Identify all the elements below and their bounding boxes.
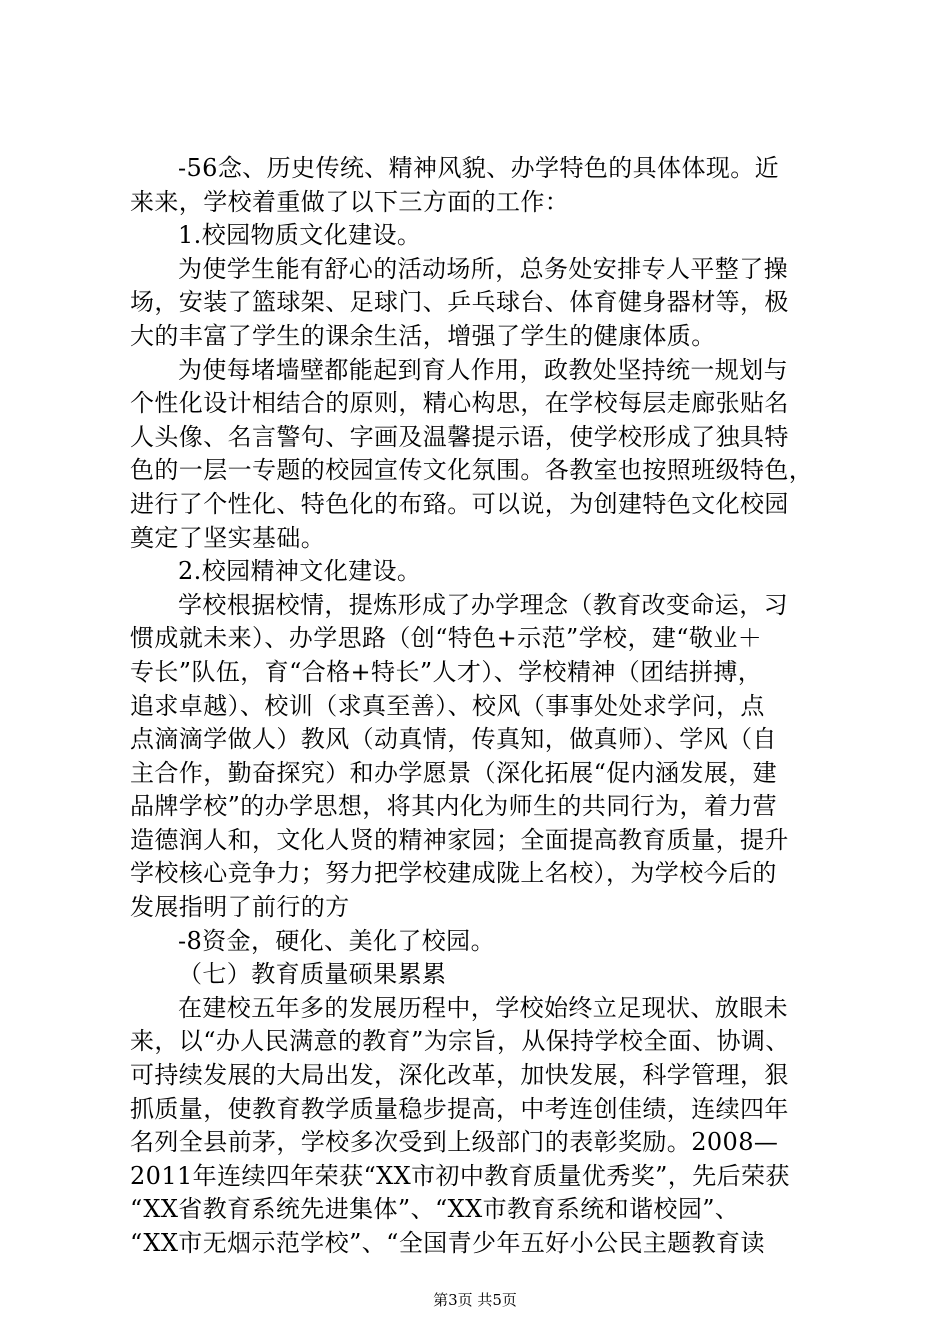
text-line: 人头像、名言警句、字画及温馨提示语，使学校形成了独具特 [130,422,789,451]
text-line: 2011年连续四年荣获“XX市初中教育质量优秀奖”，先后荣获 [130,1161,790,1190]
text-line: -56念、历史传统、精神风貌、办学特色的具体体现。近 [178,154,780,182]
text-line: 追求卓越）、校训（求真至善）、校风（事事处处求学问，点 [130,691,765,720]
text-line: 专长”队伍，育“合格+特长”人才）、学校精神（团结拼搏， [130,657,763,686]
text-line: 可持续发展的大局出发，深化改革，加快发展，科学管理，狠 [130,1061,789,1090]
text-line: 奠定了坚实基础。 [130,523,326,552]
text-line: 造德润人和，文化人贤的精神家园；全面提高教育质量，提升 [130,825,789,854]
text-line: 进行了个性化、特色化的布臵。可以说，为创建特色文化校园 [130,489,789,518]
text-line: 大的丰富了学生的课余生活，增强了学生的健康体质。 [130,321,716,350]
text-line: 抓质量，使教育教学质量稳步提高，中考连创佳绩，连续四年 [130,1094,789,1123]
text-line: “XX省教育系统先进集体”、“XX市教育系统和谐校园”、 [130,1195,740,1224]
text-line: 2.校园精神文化建设。 [178,557,422,586]
text-line: 色的一层一专题的校园宣传文化氛围。各教室也按照班级特色， [130,456,814,485]
text-line: 品牌学校”的办学思想，将其内化为师生的共同行为，着力营 [130,792,778,821]
text-line: 名列全县前茅，学校多次受到上级部门的表彰奖励。2008— [130,1128,779,1157]
text-line: 来，以“办人民满意的教育”为宗旨，从保持学校全面、协调、 [130,1027,790,1056]
text-line: 发展指明了前行的方 [130,893,350,922]
text-line: 1.校园物质文化建设。 [178,221,422,250]
text-line: 个性化设计相结合的原则，精心构思，在学校每层走廊张贴名 [130,389,789,418]
text-line: 主合作，勤奋探究）和办学愿景（深化拓展“促内涵发展，建 [130,758,778,787]
text-line: 惯成就未来）、办学思路（创“特色+示范”学校，建“敬业＋ [130,624,763,653]
text-line: 场，安装了篮球架、足球门、乒乓球台、体育健身器材等，极 [130,288,789,317]
document-body [130,152,830,1261]
text-line: 学校根据校情，提炼形成了办学理念（教育改变命运，习 [178,590,788,619]
text-line: （七）教育质量硕果累累 [178,960,447,989]
text-line: 点滴滴学做人）教风（动真情，传真知，做真师）、学风（自 [130,725,777,754]
text-line: 学校核心竞争力；努力把学校建成陇上名校），为学校今后的 [130,859,777,888]
text-line: 为使每堵墙壁都能起到育人作用，政教处坚持统一规划与 [178,355,788,384]
text-line: 在建校五年多的发展历程中，学校始终立足现状、放眼未 [178,993,788,1022]
text-line: 来来，学校着重做了以下三方面的工作： [130,187,570,216]
text-line: -8资金，硬化、美化了校园。 [178,926,495,955]
page-footer: 第3页 共5页 [433,1291,517,1309]
text-line: “XX市无烟示范学校”、“全国青少年五好小公民主题教育读 [130,1229,765,1257]
text-line: 为使学生能有舒心的活动场所，总务处安排专人平整了操 [178,254,788,283]
